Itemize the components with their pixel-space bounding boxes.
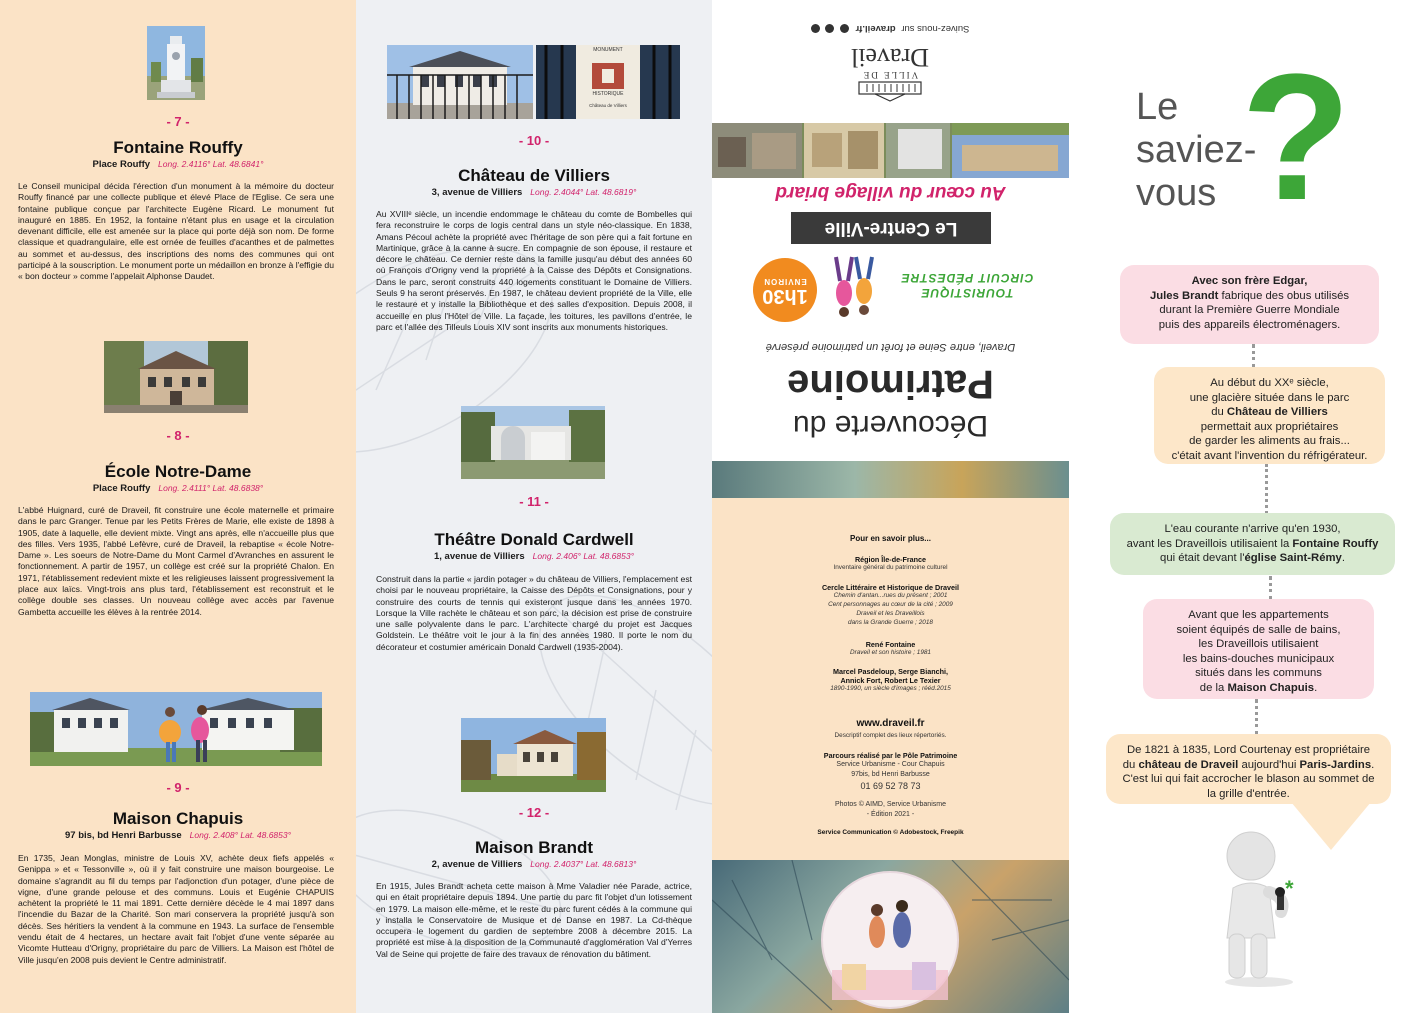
fact-line bbox=[1106, 758, 1391, 773]
fact-emphasis: château de Draveil bbox=[1138, 758, 1239, 771]
circuit-line2: TOURISTIQUE bbox=[920, 286, 1014, 300]
fact-line bbox=[1154, 376, 1385, 391]
photo-maison-chapuis bbox=[30, 692, 322, 766]
fact-line bbox=[1120, 274, 1379, 289]
fact-text: C'est lui qui fait accrocher le blason au sommet de bbox=[1122, 773, 1375, 786]
circuit-block bbox=[752, 250, 1042, 325]
fact-text: . bbox=[1314, 681, 1318, 694]
fact-bubble bbox=[1120, 265, 1379, 344]
item-title: Maison Brandt bbox=[474, 838, 594, 857]
item-number: - 7 - bbox=[166, 114, 190, 129]
fact-text: avant les Draveillois utilisaient la bbox=[1126, 537, 1293, 550]
question-mark-icon: ? bbox=[1241, 37, 1351, 238]
fact-emphasis: Château de Villiers bbox=[1226, 406, 1328, 419]
item-description: Au XVIIIᵉ siècle, un incendie endommage le château du comte de Bombelles qui fera reconstruire le corps de logis central dans un style néo-classique. En 1838, Amans Pécoul achète la propriété avec l'héritage de son père qui a fait fortune en Martinique, grâce à la canne à sucre. En compagnie de son épouse, il restaure et décore le château. Ce dernier reste dans la famille jusqu'au début des années 60 où François d'Origny vend la propriété à la Caisse des Dépôts et Consignations. Dans le parc, seront construits 440 logements constituant le Domaine de Villiers. Seuls 9 ha seront préservés. En 1987, le château devient propriété de la Ville, elle le restaure et y installe la Bibliothèque et des salles d'exposition. Depuis 2008, il accueille en plus l'Hôtel de Ville. La façade, les toitures, les pavillons d'entrée, le parc et l'allée des Tilleuls Louis XIV sont inscrits aux monuments historiques. bbox=[376, 209, 692, 332]
fact-line bbox=[1154, 449, 1385, 464]
item-number: - 8 - bbox=[166, 428, 190, 443]
connector bbox=[1269, 576, 1272, 600]
fact-emphasis: Maison Chapuis bbox=[1227, 681, 1315, 694]
item-description: Le Conseil municipal décida l'érection d'un monument à la mémoire du docteur Rouffy financé par une collecte publique et élevé Place de l'Eglise. Ce sera une fontaine publique conçue par l'architecte Eugène Ricard. Le monument fut inauguré en 1885. En 1952, la fontaine n'étant plus en usage et la circulation devenant difficile, elle est amenée sur la place qui porte déjà son nom. De forme classique et quadrangulaire, elle est ornée de feuilles d'acanthes et de palmettes au sommet et au-dessus, des inscriptions des noms des communes qui ont participé à la souscription. Le monument porte un médaillon en bronze à l'effigie du « bon docteur » comme l'appelait Alphonse Daudet. bbox=[18, 181, 334, 282]
fact-line bbox=[1154, 405, 1385, 420]
service-line: Service Urbanisme - Cour Chapuis bbox=[836, 761, 945, 768]
fact-text: . bbox=[1371, 758, 1375, 771]
sign-historique: HISTORIQUE bbox=[592, 91, 624, 97]
fact-line bbox=[1106, 787, 1391, 802]
fact-text: c'était avant l'invention du réfrigérateur. bbox=[1171, 449, 1368, 462]
fact-bubble bbox=[1106, 734, 1391, 804]
item-number: - 12 - bbox=[518, 805, 550, 820]
duration-badge: 1h30 ENVIRON bbox=[753, 258, 817, 322]
logo-ville-de: VILLE DE bbox=[861, 70, 919, 80]
fact-text: permettait aux propriétaires bbox=[1200, 420, 1339, 433]
fact-line bbox=[1154, 434, 1385, 449]
fact-line bbox=[1143, 681, 1374, 696]
fact-line bbox=[1143, 637, 1374, 652]
fact-text: De 1821 à 1835, Lord Courtenay est propriétaire bbox=[1126, 744, 1371, 756]
photo-fontaine-rouffy bbox=[147, 26, 205, 100]
sign-chateau: Château de Villiers bbox=[589, 103, 627, 108]
fact-text: les bains-douches municipaux bbox=[1182, 652, 1335, 665]
fact-text: fabrique des obus utilisés bbox=[1218, 289, 1350, 302]
banner-centre-ville: Le Centre-Ville bbox=[791, 212, 991, 244]
fact-line bbox=[1106, 743, 1391, 758]
social-follow: Suivez-nous sur draveil.fr bbox=[790, 14, 990, 34]
fact-text: L'eau courante n'arrive qu'en 1930, bbox=[1164, 523, 1341, 535]
item-title: Château de Villiers bbox=[458, 166, 610, 185]
photo-ecole-notre-dame bbox=[104, 341, 248, 413]
item-number: - 11 - bbox=[519, 494, 549, 509]
walkers-illustration bbox=[824, 253, 884, 325]
fact-line bbox=[1120, 289, 1379, 304]
info-line: Inventaire général du patrimoine culturel bbox=[833, 564, 948, 571]
sign-monument: MONUMENT bbox=[593, 47, 623, 53]
fact-text: qui était devant l' bbox=[1160, 552, 1245, 565]
connector bbox=[1255, 699, 1258, 735]
fact-emphasis: Fontaine Rouffy bbox=[1292, 537, 1379, 550]
leaf-band-top bbox=[712, 461, 1069, 498]
fact-text: du bbox=[1211, 406, 1227, 419]
fact-line bbox=[1110, 537, 1395, 552]
info-line: dans la Grande Guerre ; 2018 bbox=[848, 619, 933, 626]
item-title: École Notre-Dame bbox=[104, 462, 252, 481]
item-description: En 1735, Jean Monglas, ministre de Louis XV, achète deux fiefs appelés « Genippa » et « Tessonville », où il y fait construire une maison bourgeoise. Le domaine s'agrandit au fil du temps par l'adjonction d'un potager, d'une pièce de vigne, d'une grande pelouse et des communs. Louis et Eugénie CHAPUIS achètent la propriété le 11 mai 1891. Cette dernière décède le 4 mai 1897 dans l'incendie du Bazar de la Charité. Son mari conservera la propriété jusqu'à son décès. Ses héritiers la vendent à la commune en 1943. La surface de l'ensemble vendu était de 4 hectares, un hectare avait fait l'objet d'une vente séparée au Vicomte Hutteau d'Origny, propriétaire du parc de Villiers. La Maison est l'hôtel de Ville jusqu'en 2008 puis devient le Centre administratif. bbox=[18, 853, 334, 965]
cover-title-small: Découverte du bbox=[792, 409, 989, 442]
connector bbox=[1252, 344, 1255, 368]
fact-line bbox=[1110, 522, 1395, 537]
info-line: Draveil et les Draveillois bbox=[856, 610, 925, 617]
panel-le-saviez-vous bbox=[1069, 0, 1426, 1013]
item-title: Théâtre Donald Cardwell bbox=[434, 530, 634, 549]
fact-line bbox=[1154, 420, 1385, 435]
item-address: 1, avenue de Villiers Long. 2.406° Lat. 48.6853° bbox=[434, 551, 634, 562]
fact-text: une glacière située dans le parc bbox=[1189, 391, 1350, 404]
panel-sites-10-12 bbox=[356, 0, 712, 1013]
fact-emphasis: église Saint-Rémy bbox=[1244, 552, 1342, 565]
info-line: Cercle Littéraire et Historique de Draveil bbox=[821, 583, 959, 592]
fact-emphasis: Jules Brandt bbox=[1149, 289, 1219, 302]
panel-cover bbox=[712, 0, 1069, 1013]
fact-line bbox=[1143, 652, 1374, 667]
asterisk-icon: * bbox=[1285, 876, 1294, 901]
info-block bbox=[712, 498, 1069, 860]
fact-text: . bbox=[1341, 552, 1345, 565]
photos-credit: Photos © AIMD, Service Urbanisme bbox=[835, 801, 946, 808]
item-address: 2, avenue de Villiers Long. 2.4037° Lat. 48.6813° bbox=[431, 859, 637, 870]
fact-text: soient équipés de salle de bains, bbox=[1176, 623, 1341, 636]
instagram-icon[interactable] bbox=[840, 24, 849, 33]
fact-emphasis: Avec son frère Edgar, bbox=[1191, 275, 1308, 287]
photo-chateau-villiers bbox=[387, 45, 533, 119]
fact-line bbox=[1143, 666, 1374, 681]
facebook-icon[interactable] bbox=[825, 24, 834, 33]
fact-bubble bbox=[1110, 513, 1395, 575]
tagline: Au cœur du village briard bbox=[775, 182, 1006, 203]
info-line: René Fontaine bbox=[865, 640, 916, 649]
photo-strip-centre-ville bbox=[712, 123, 1069, 178]
fact-text: puis des appareils électroménagers. bbox=[1158, 318, 1341, 331]
fact-line bbox=[1106, 772, 1391, 787]
item-address: 97 bis, bd Henri Barbusse Long. 2.408° Lat. 48.6853° bbox=[64, 830, 291, 841]
item-address: Place Rouffy Long. 2.4116° Lat. 48.6841° bbox=[92, 159, 264, 170]
fact-line bbox=[1120, 303, 1379, 318]
info-line: Région Île-de-France bbox=[854, 555, 927, 564]
item-address: 3, avenue de Villiers Long. 2.4044° Lat. 48.6819° bbox=[431, 187, 637, 198]
fact-text: la grille d'entrée. bbox=[1207, 787, 1290, 800]
website-link[interactable]: www.draveil.fr bbox=[856, 718, 925, 729]
fact-text: situés dans les communs bbox=[1195, 667, 1322, 680]
item-number: - 9 - bbox=[166, 780, 190, 795]
item-address: Place Rouffy Long. 2.4111° Lat. 48.6838° bbox=[92, 483, 264, 494]
saviez-heading: Le saviez- vous bbox=[1136, 86, 1257, 214]
info-line: Draveil et son histoire ; 1981 bbox=[850, 649, 931, 656]
connector bbox=[1265, 464, 1268, 514]
fact-line bbox=[1154, 391, 1385, 406]
youtube-icon[interactable] bbox=[811, 24, 820, 33]
info-line: Chemin d'antan...rues du présent ; 2001 bbox=[833, 592, 948, 599]
item-number: - 10 - bbox=[518, 133, 550, 148]
fact-text: de garder les aliments au frais... bbox=[1189, 435, 1350, 448]
info-line: Marcel Pasdeloup, Serge Bianchi, bbox=[832, 667, 949, 676]
fact-text: de la bbox=[1199, 681, 1228, 694]
phone-line: 01 69 52 78 73 bbox=[860, 781, 921, 791]
logo-draveil: Draveil bbox=[851, 43, 929, 72]
edition-line: - Édition 2021 - bbox=[866, 811, 915, 818]
item-title: Maison Chapuis bbox=[112, 809, 244, 828]
panel-sites-7-9 bbox=[0, 0, 356, 1013]
fact-text: durant la Première Guerre Mondiale bbox=[1159, 304, 1340, 317]
photo-monument-historique bbox=[536, 45, 680, 119]
website-desc: Descriptif complet des lieux répertoriés. bbox=[834, 732, 947, 739]
item-description: En 1915, Jules Brandt acheta cette maison à Mme Valadier née Parade, actrice, qui en était propriétaire depuis 1894. Une partie du parc fit l'objet d'un lotissement en 1979. La maison elle-même, et le reste du parc furent cédés à la commune qui y installa le Conservatoire de Musique et de Danse en 1987. La Cd-thèque occupera le logement du gardien de septembre 2008 à décembre 2015. La propriété est mise à la disposition de la Communauté d'agglomération Val d'Yerres Val de Seine qui projette de faire des travaux de rénovation du bâtiment. bbox=[376, 881, 692, 959]
info-line: Cent personnages au cœur de la cité ; 2009 bbox=[828, 601, 953, 608]
fact-text: aujourd'hui bbox=[1238, 758, 1300, 771]
cover-subtitle: Draveil, entre Seine et forêt un patrimoine préservé bbox=[765, 341, 1016, 353]
fact-text: Au début du XXᵉ siècle, bbox=[1210, 377, 1329, 389]
address-line: 97bis, bd Henri Barbusse bbox=[851, 771, 930, 778]
fact-text: Avant que les appartements bbox=[1188, 609, 1329, 621]
item-title: Fontaine Rouffy bbox=[113, 138, 243, 157]
fact-text: les Draveillois utilisaient bbox=[1198, 638, 1319, 651]
cover-title-big: Patrimoine bbox=[787, 362, 994, 406]
item-description: Construit dans la partie « jardin potager » du château de Villiers, l'emplacement est choisi par le nouveau propriétaire, la Caisse des Dépôts et Consignations, pour y construire des courts de tennis qui existeront jusque dans les années 1970. Lorsque la Ville rachète le château et son parc, la décision est prise de construire une salle polyvalente dans le parc. L'architecte chargé du projet est Jacques Goldstein. Le théâtre voit le jour à la fin des années 1980. Il porte le nom du décorateur et costumier américain Donald Cardwell (1935-2004). bbox=[376, 574, 692, 652]
fact-emphasis: Paris-Jardins bbox=[1299, 758, 1372, 771]
realise-line: Parcours réalisé par le Pôle Patrimoine bbox=[823, 751, 958, 760]
fact-line bbox=[1110, 551, 1395, 566]
communication-credit: Service Communication © Adobestock, Freepik bbox=[817, 829, 964, 836]
figure-with-microphone-icon bbox=[1207, 828, 1317, 988]
fact-bubble bbox=[1154, 367, 1385, 464]
info-line: Annick Fort, Robert Le Texier bbox=[840, 676, 941, 685]
info-line: 1890-1990, un siècle d'images ; rééd.2015 bbox=[830, 685, 951, 692]
item-description: L'abbé Huignard, curé de Draveil, fit construire une école maternelle et primaire dans le parc Granger. Tenue par les Petits Frères de Marie, elle existe de 1898 à 1905, date à laquelle, elle devient mixte. Vingt ans après, elle n'accueille plus que des filles. Vers 1935, l'abbé Lefèvre, curé de Draveil, la rebaptise « école Notre-Dame ». Les soeurs de Notre-Dame du Mont Carmel d'Avranches en assurent le fonctionnement. A partir de 1957, un collège est créé sur la propriété Chalon. En 1971, l'établissement redevient mixte et les religieuses laissent progressivement la place aux laïcs. Vingt-trois ans plus tard, l'établissement est reconstruit et le collège double ses classes. Un nouveau collège avec accès par l'avenue Gambetta accueille les élèves à la rentrée 2014. bbox=[18, 505, 334, 617]
fact-line bbox=[1143, 608, 1374, 623]
leaf-art-bottom bbox=[712, 860, 1069, 1013]
photo-theatre-cardwell bbox=[461, 406, 605, 479]
info-heading: Pour en savoir plus... bbox=[850, 534, 931, 543]
photo-maison-brandt bbox=[461, 718, 606, 792]
fact-line bbox=[1143, 623, 1374, 638]
circuit-line1: CIRCUIT PÉDESTRE bbox=[900, 271, 1034, 285]
town-hall-emblem-icon bbox=[855, 80, 925, 102]
fact-text: du bbox=[1122, 758, 1139, 771]
ville-logo bbox=[830, 36, 950, 102]
fact-line bbox=[1120, 318, 1379, 333]
fact-bubble bbox=[1143, 599, 1374, 699]
